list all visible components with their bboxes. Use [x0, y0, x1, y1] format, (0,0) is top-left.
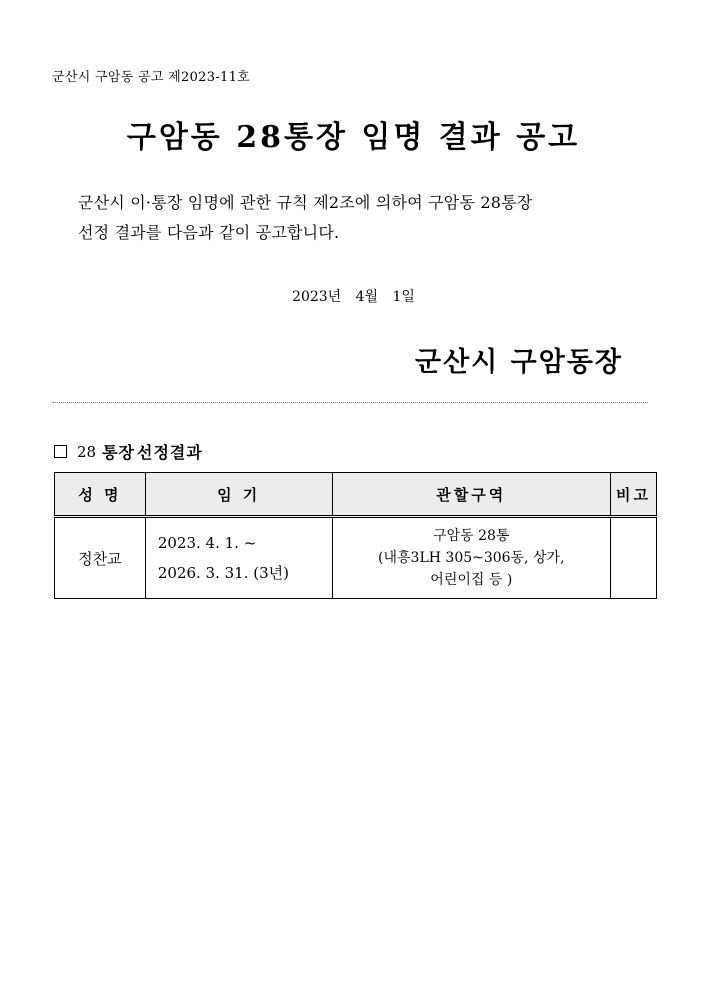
area-line-2: (내흥3LH 305~306동, 상가, [378, 550, 565, 566]
header-note: 비고 [611, 473, 657, 517]
cell-note [611, 517, 657, 599]
section-label-part1: 통장 [102, 443, 136, 462]
header-name: 성 명 [55, 473, 146, 517]
document-number: 군산시 구암동 공고 제2023-11호 [52, 70, 250, 85]
page-title: 구암동 28통장 임명 결과 공고 [126, 120, 581, 155]
section-label-part2: 선정결과 [137, 443, 203, 462]
header-period: 임 기 [145, 473, 332, 517]
body-line-2: 선정 결과를 다음과 같이 공고합니다. [78, 223, 340, 242]
table-row [55, 517, 657, 599]
cell-name: 정찬교 [55, 517, 146, 599]
body-line-1: 군산시 이·통장 임명에 관한 규칙 제2조에 의하여 구암동 28통장 [78, 193, 533, 212]
table-header-row [55, 473, 657, 517]
result-table [54, 472, 657, 599]
header-area: 관할구역 [332, 473, 611, 517]
period-end: 2026. 3. 31. (3년) [157, 564, 289, 582]
announcement-date: 2023년 4월 1일 [292, 289, 415, 305]
cell-period [145, 517, 332, 599]
checkbox-icon [54, 445, 67, 458]
issuer-name: 군산시 구암동장 [415, 347, 623, 378]
period-start: 2023. 4. 1. ~ [157, 534, 257, 552]
section-heading [54, 440, 203, 463]
body-text [78, 188, 658, 248]
area-line-1: 구암동 28통 [433, 528, 510, 544]
section-number: 28 [77, 442, 97, 461]
dotted-divider [52, 402, 648, 403]
cell-area [332, 517, 611, 599]
area-line-3: 어린이집 등 ) [430, 572, 513, 588]
